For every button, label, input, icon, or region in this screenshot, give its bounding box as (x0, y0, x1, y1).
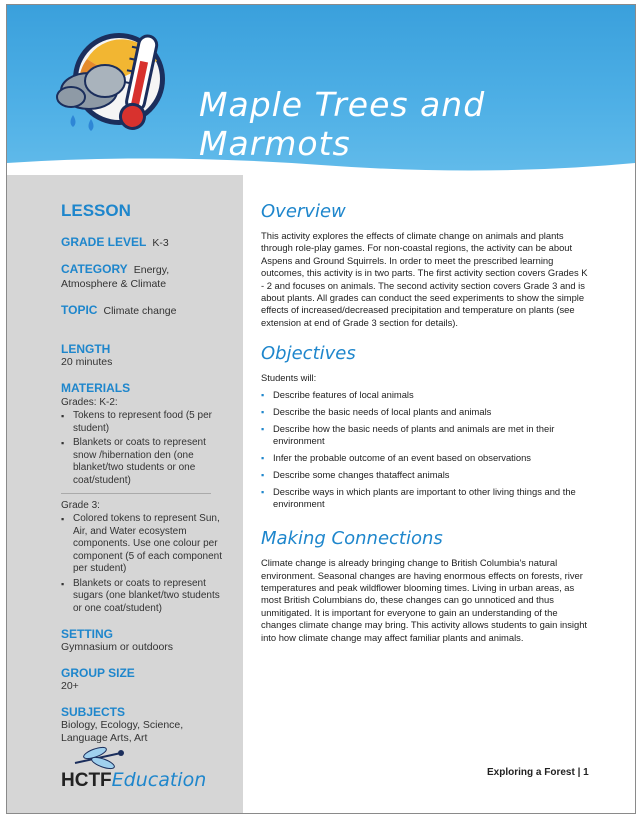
grade-level-value: K-3 (152, 237, 169, 249)
hctf-suffix: Education (111, 769, 207, 791)
page-title: Maple Trees and Marmots (199, 85, 486, 163)
list-item: ▪ Describe features of local animals (261, 389, 591, 401)
objectives-heading: Objectives (261, 343, 356, 365)
category-value-1: Energy, (133, 264, 170, 276)
hctf-logo (61, 745, 207, 795)
setting (61, 627, 243, 654)
topic (61, 303, 243, 318)
list-item: ▪ Blankets or coats to represent snow /hibernation den (one blanket/two students or one coat/student) (61, 437, 231, 487)
grade-level (61, 235, 243, 250)
page-footer: Exploring a Forest | 1 (487, 767, 589, 778)
list-item: ▪ Blankets or coats to represent sugars (one blanket/two students or one coat/student) (61, 578, 231, 616)
topic-label: TOPIC (61, 303, 98, 317)
list-item: ▪ Infer the probable outcome of an event based on observations (261, 452, 591, 464)
list-item: ▪ Describe how the basic needs of plants and animals are met in their environment (261, 423, 591, 447)
materials-group2-list (61, 513, 243, 615)
grade-level-label: GRADE LEVEL (61, 235, 147, 249)
header-banner (7, 5, 635, 175)
category-label: CATEGORY (61, 262, 128, 276)
lesson-label: LESSON (61, 201, 131, 220)
materials-group1-list (61, 410, 243, 487)
length (61, 342, 243, 369)
group-size-value: 20+ (61, 680, 79, 692)
setting-label: SETTING (61, 627, 114, 641)
objectives-intro: Students will: (261, 372, 317, 384)
materials-label: MATERIALS (61, 381, 131, 395)
group-size-label: GROUP SIZE (61, 666, 135, 680)
subjects-value: Biology, Ecology, Science, Language Arts, Art (61, 719, 184, 744)
connections-heading: Making Connections (261, 528, 443, 550)
overview-text: This activity explores the effects of climate change on animals and plants through role-play games. For non-coastal regions, the activity can be about Aspens and Ground Squirrels. In order to meet the prescribed learning outcomes, this activity is in two parts. The first activity section covers Grades K - 2 and focuses on animals. The second activity section covers Grade 3 and is about plants. All grades can conduct the seed experiments to show the simple effects of increased/decreased precipitation and temperature on plants (see extension at end of Grade 3 section for details). (261, 230, 588, 328)
hctf-brand: HCTF (61, 770, 112, 791)
subjects (61, 705, 243, 745)
materials-group1-title: Grades: K-2: (61, 397, 118, 408)
list-item: ▪ Colored tokens to represent Sun, Air, and Water ecosystem components. Use one colour per component (5 of each component per student) (61, 513, 231, 576)
objectives-list (261, 389, 591, 510)
subjects-label: SUBJECTS (61, 705, 126, 719)
topic-value: Climate change (103, 305, 177, 317)
overview-heading: Overview (261, 201, 346, 222)
climate-logo (47, 21, 197, 141)
divider (61, 493, 211, 494)
materials (61, 381, 243, 615)
connections-text: Climate change is already bringing change to British Columbia's natural environment. Seasonal changes are having enormous effects on forests, river temperatures and peak wildflower blooming times. Living in urban areas, as most British Columbians do, these changes can go unnoticed and thus unmitigated. It is important for everyone to gain an understanding of the changes climate change may bring. This activity allows students to gain insight into how climate change may affect familiar plants and animals. (261, 557, 588, 643)
page (6, 4, 636, 814)
setting-value: Gymnasium or outdoors (61, 641, 174, 653)
length-value: 20 minutes (61, 356, 113, 368)
list-item: ▪ Describe some changes thataffect animals (261, 469, 591, 481)
category-value-2: Atmosphere & Climate (61, 278, 167, 290)
dragonfly-icon (69, 745, 129, 771)
list-item: ▪ Tokens to represent food (5 per student) (61, 410, 231, 435)
sidebar (7, 175, 243, 814)
list-item: ▪ Describe the basic needs of local plants and animals (261, 406, 591, 418)
hctf-wordmark (61, 769, 206, 792)
group-size (61, 666, 243, 693)
raindrop-icon (71, 115, 94, 131)
length-label: LENGTH (61, 342, 111, 356)
category (61, 262, 243, 291)
materials-group2-title: Grade 3: (61, 500, 100, 511)
main-content (261, 201, 591, 658)
list-item: ▪ Describe ways in which plants are important to other living things and the environment (261, 486, 591, 510)
